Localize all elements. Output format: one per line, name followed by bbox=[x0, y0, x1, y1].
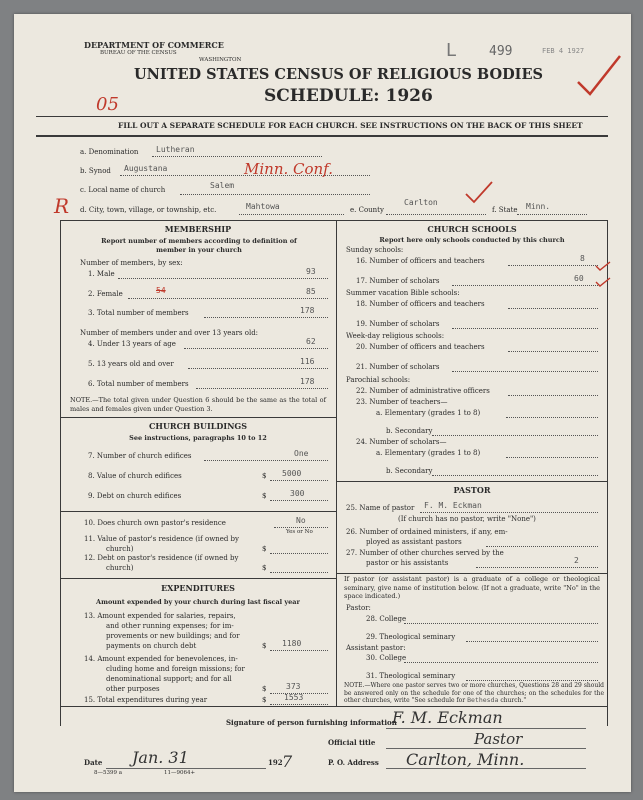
q22-label: 22. Number of administrative officers bbox=[356, 387, 490, 395]
q17-label: 17. Number of scholars bbox=[356, 277, 440, 285]
membership-intro: Report number of members according to definition of member in your church bbox=[101, 237, 297, 254]
q8-value: 5000 bbox=[282, 469, 302, 478]
stamp-number: 499 bbox=[489, 44, 513, 59]
q1-label: 1. Male bbox=[88, 270, 115, 278]
q8-label: 8. Value of church edifices bbox=[88, 472, 182, 480]
q23a-label: a. Elementary (grades 1 to 8) bbox=[376, 409, 481, 417]
q9-dollar: $ bbox=[262, 492, 267, 500]
state-value: Minn. bbox=[526, 202, 551, 211]
q8-dollar: $ bbox=[262, 472, 267, 480]
q21-label: 21. Number of scholars bbox=[356, 363, 440, 371]
q5-label: 5. 13 years old and over bbox=[88, 360, 174, 368]
q5-value: 116 bbox=[300, 357, 315, 366]
q13-label-2: and other running expenses; for im- bbox=[106, 622, 234, 630]
q3-label: 3. Total number of members bbox=[88, 309, 189, 317]
q23b-label: b. Secondary bbox=[386, 427, 433, 435]
q23-label: 23. Number of teachers— bbox=[356, 398, 448, 406]
pastor-note-end: church." bbox=[500, 697, 527, 704]
weekday-label: Week-day religious schools: bbox=[346, 332, 445, 340]
buildings-sub: See instructions, paragraphs 10 to 12 bbox=[129, 434, 267, 442]
schedule-sheet bbox=[14, 14, 631, 792]
sunday-label: Sunday schools: bbox=[346, 246, 404, 254]
q25-value: F. M. Eckman bbox=[424, 501, 482, 510]
parochial-label: Parochial schools: bbox=[346, 376, 411, 384]
q14-label-2: cluding home and foreign missions; for bbox=[106, 665, 245, 673]
form-number-2: 11—9064+ bbox=[164, 770, 196, 776]
q25-note: (If church has no pastor, write "None") bbox=[398, 515, 536, 523]
address-label: P. O. Address bbox=[328, 758, 379, 767]
checkmark-icon bbox=[574, 50, 624, 100]
q6-value: 178 bbox=[300, 377, 315, 386]
q31-label: 31. Theological seminary bbox=[366, 672, 456, 680]
checkmark-icon bbox=[464, 180, 494, 206]
q13-dollar: $ bbox=[262, 642, 267, 650]
membership-note: NOTE.—The total given under Question 6 should be the same as the total of males and females given under Question 3. bbox=[70, 396, 326, 413]
q28-label: 28. College bbox=[366, 615, 407, 623]
county-label: e. County bbox=[350, 206, 384, 214]
pastor-note-value: Bethesda bbox=[467, 696, 499, 704]
pastor-heading: PASTOR bbox=[453, 485, 491, 495]
schools-intro: Report here only schools conducted by this church bbox=[379, 236, 565, 244]
church-name-label: c. Local name of church bbox=[80, 186, 166, 194]
q25-label: 25. Name of pastor bbox=[346, 504, 415, 512]
q10-label: 10. Does church own pastor's residence bbox=[84, 519, 226, 527]
schedule-title: SCHEDULE: 1926 bbox=[264, 86, 433, 106]
denomination-label: a. Denomination bbox=[80, 148, 139, 156]
title-value: Pastor bbox=[474, 730, 523, 748]
red-mark: 05 bbox=[96, 94, 119, 115]
stamp-date: FEB 4 1927 bbox=[542, 47, 585, 55]
year-value: 7 bbox=[282, 752, 293, 771]
q2-crossed: 54 bbox=[156, 286, 166, 295]
q10-value: No bbox=[296, 516, 306, 525]
city-value: Mahtowa bbox=[246, 202, 280, 211]
q16-label: 16. Number of officers and teachers bbox=[356, 257, 485, 265]
q11-label-2: church) bbox=[106, 545, 134, 553]
denomination-value: Lutheran bbox=[156, 145, 195, 154]
q11-dollar: $ bbox=[262, 545, 267, 553]
q4-label: 4. Under 13 years of age bbox=[88, 340, 176, 348]
schools-heading: CHURCH SCHOOLS bbox=[427, 224, 517, 234]
state-label: f. State bbox=[492, 206, 518, 214]
year-prefix: 192 bbox=[268, 758, 283, 767]
q18-label: 18. Number of officers and teachers bbox=[356, 300, 485, 308]
form-number-1: 8—5399 a bbox=[94, 770, 123, 776]
q2-label: 2. Female bbox=[88, 290, 123, 298]
church-name-value: Salem bbox=[210, 181, 235, 190]
q14-label-3: denominational support; and for all bbox=[106, 675, 232, 683]
q10-hint: Yes or No bbox=[286, 529, 313, 535]
q7-value: One bbox=[294, 449, 309, 458]
instruction-line: FILL OUT A SEPARATE SCHEDULE FOR EACH CHURCH. SEE INSTRUCTIONS ON THE BACK OF THIS SHEET bbox=[118, 121, 583, 130]
bureau-label: BUREAU OF THE CENSUS bbox=[100, 50, 177, 56]
sex-label: Number of members, by sex: bbox=[80, 259, 183, 267]
q13-label-3: provements or new buildings; and for bbox=[106, 632, 240, 640]
q27-label-2: pastor or his assistants bbox=[366, 559, 449, 567]
q27-label: 27. Number of other churches served by the bbox=[346, 549, 504, 557]
q13-value: 1180 bbox=[282, 639, 302, 648]
q12-label-2: church) bbox=[106, 564, 134, 572]
q6-label: 6. Total number of members bbox=[88, 380, 189, 388]
q14-value: 373 bbox=[286, 682, 301, 691]
q24a-label: a. Elementary (grades 1 to 8) bbox=[376, 449, 481, 457]
q16-value: 8 bbox=[580, 254, 585, 263]
synod-label: b. Synod bbox=[80, 167, 111, 175]
q4-value: 62 bbox=[306, 337, 316, 346]
stamp-letter: L bbox=[446, 40, 457, 61]
synod-value: Augustana bbox=[124, 164, 168, 173]
q20-label: 20. Number of officers and teachers bbox=[356, 343, 485, 351]
pastor-note bbox=[344, 682, 604, 705]
assistant-label: Assistant pastor: bbox=[346, 644, 406, 652]
date-label: Date bbox=[84, 758, 103, 767]
r-mark: R bbox=[54, 194, 70, 218]
q13-label-4: payments on church debt bbox=[106, 642, 197, 650]
city-label-field: d. City, town, village, or township, etc. bbox=[80, 206, 217, 214]
q9-label: 9. Debt on church edifices bbox=[88, 492, 182, 500]
q7-label: 7. Number of church edifices bbox=[88, 452, 192, 460]
city-label: WASHINGTON bbox=[199, 57, 242, 63]
q9-value: 300 bbox=[290, 489, 305, 498]
q12-label: 12. Debt on pastor's residence (if owned by bbox=[84, 554, 239, 562]
q15-dollar: $ bbox=[262, 696, 267, 704]
county-value: Carlton bbox=[404, 198, 438, 207]
dept-label: DEPARTMENT OF COMMERCE bbox=[84, 40, 224, 50]
form-title: UNITED STATES CENSUS OF RELIGIOUS BODIES bbox=[134, 66, 543, 83]
address-value: Carlton, Minn. bbox=[406, 750, 525, 769]
q24-label: 24. Number of scholars— bbox=[356, 438, 447, 446]
title-label: Official title bbox=[328, 738, 376, 747]
q11-label: 11. Value of pastor's residence (if owned by bbox=[84, 535, 239, 543]
q24b-label: b. Secondary bbox=[386, 467, 433, 475]
q14-dollar: $ bbox=[262, 685, 267, 693]
q29-label: 29. Theological seminary bbox=[366, 633, 456, 641]
q1-value: 93 bbox=[306, 267, 316, 276]
checkmark-icon bbox=[594, 258, 614, 288]
q2-value: 85 bbox=[306, 287, 316, 296]
q27-value: 2 bbox=[574, 556, 579, 565]
buildings-heading: CHURCH BUILDINGS bbox=[149, 421, 247, 431]
age-label: Number of members under and over 13 years old: bbox=[80, 329, 259, 337]
synod-handwritten: Minn. Conf. bbox=[244, 160, 333, 178]
q14-label: 14. Amount expended for benevolences, in- bbox=[84, 655, 238, 663]
q3-value: 178 bbox=[300, 306, 315, 315]
pastor-label: Pastor: bbox=[346, 604, 371, 612]
signature-value: F. M. Eckman bbox=[392, 708, 503, 727]
signature-label: Signature of person furnishing information bbox=[226, 718, 397, 727]
q26-label: 26. Number of ordained ministers, if any, em- bbox=[346, 528, 508, 536]
membership-heading: MEMBERSHIP bbox=[164, 224, 232, 234]
q26-label-2: ployed as assistant pastors bbox=[366, 538, 462, 546]
summer-label: Summer vacation Bible schools: bbox=[346, 289, 460, 297]
expenditures-heading: EXPENDITURES bbox=[161, 583, 235, 593]
q15-label: 15. Total expenditures during year bbox=[84, 696, 208, 704]
q12-dollar: $ bbox=[262, 564, 267, 572]
date-value: Jan. 31 bbox=[132, 748, 189, 767]
q13-label: 13. Amount expended for salaries, repairs, bbox=[84, 612, 236, 620]
q19-label: 19. Number of scholars bbox=[356, 320, 440, 328]
expenditures-sub: Amount expended by your church during last fiscal year bbox=[96, 598, 300, 606]
q30-label: 30. College bbox=[366, 654, 407, 662]
q17-value: 60 bbox=[574, 274, 584, 283]
graduate-note: If pastor (or assistant pastor) is a graduate of a college or theological seminary, give name of institution below. (If not a graduate, write "No" in the space indicated.) bbox=[344, 575, 600, 600]
q15-value: 1553 bbox=[284, 693, 304, 702]
q14-label-4: other purposes bbox=[106, 685, 160, 693]
pastor-note-text: NOTE.—Where one pastor serves two or more churches, Questions 28 and 29 should be answered only on the schedule for one of the churches; on the schedules for the other churches, write "See schedule for bbox=[344, 682, 604, 704]
